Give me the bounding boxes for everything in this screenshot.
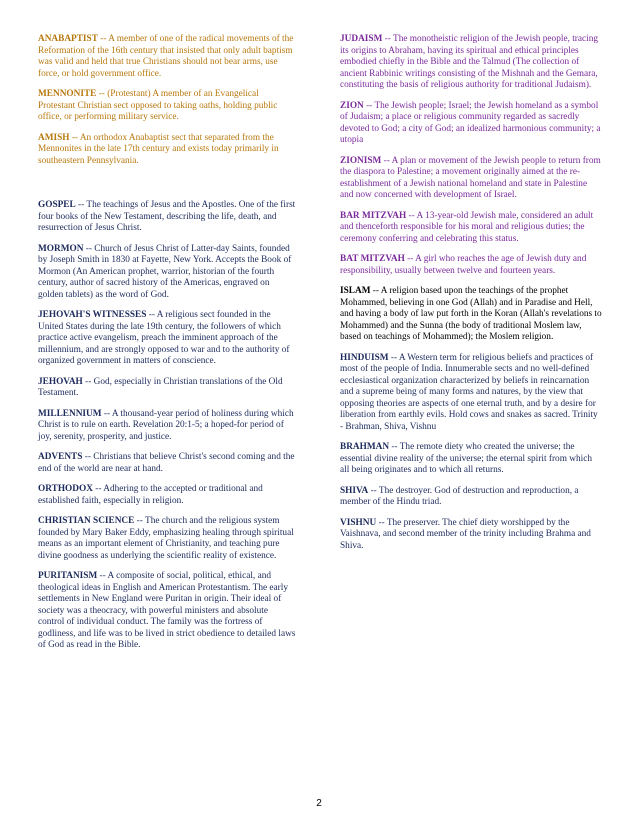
entry-mormon [38, 244, 296, 302]
entry-hinduism [340, 353, 602, 434]
entry-term: ADVENTS [38, 452, 83, 462]
entry-amish [38, 133, 296, 168]
entry-definition: -- (Protestant) A member of an Evangelical Protestant Christian sect opposed to taking oaths, holding public office, or performing military service. [38, 89, 278, 122]
entry-definition: -- A 13-year-old Jewish male, considered an adult and thenceforth responsible for his moral and religious duties; the ceremony conferring and celebrating this status. [340, 210, 594, 244]
entry-term: BAT MITZVAH [340, 254, 405, 264]
entry-definition: -- God, especially in Christian translations of the Old Testament. [38, 376, 283, 398]
entry-term: BRAHMAN [340, 442, 390, 452]
entry-term: JUDAISM [340, 34, 383, 44]
entry-term: HINDUISM [340, 352, 389, 363]
entry-term: CHRISTIAN SCIENCE [38, 516, 135, 526]
entry-definition: -- Adhering to the accepted or traditional and established faith, especially in religion. [38, 484, 263, 506]
entry-gospel [38, 200, 296, 235]
entry-term: VISHNU [340, 517, 377, 528]
entry-judaism [340, 34, 602, 92]
entry-anabaptist [38, 34, 296, 80]
entry-brahman [340, 442, 602, 477]
entry-term: BAR MITZVAH [340, 210, 407, 221]
entry-definition: -- A religion based upon the teachings of the prophet Mohammed, believing in one God (Allah) and in Paradise and Hell, and having a body of law put forth in the Koran (Allah's revelations to Mohammed) and the Sunna (the body of traditional Moslem law, based on teachings of Mohammed); the Moslem religion. [340, 286, 602, 342]
entry-definition: -- A religious sect founded in the United States during the late 19th century, the followers of which practice active evangelism, preach the imminent approach of the millennium, and are strongly opposed to war and to the authority of organized government in matters of conscience. [38, 310, 290, 366]
entry-definition: -- A thousand-year period of holiness during which Christ is to rule on earth. Revelation 20:1-5; a hoped-for period of joy, serenity, prosperity, and justice. [38, 408, 294, 442]
entry-zion [340, 101, 602, 147]
entry-term: ZION [340, 100, 364, 111]
entry-orthodox [38, 484, 296, 507]
entry-zionism [340, 156, 602, 202]
entry-definition: -- The monotheistic religion of the Jewish people, tracing its origins to Abraham, having its spiritual and ethical principles embodied chiefly in the Bible and the Talmud (The collection of ancient Rabbinic writings consisting of the Mishnah and the Gemara, constituting the basis of religious authority for traditional Judaism). [340, 34, 599, 90]
entry-term: MENNONITE [38, 89, 97, 99]
entry-term: ORTHODOX [38, 484, 93, 494]
entry-jehovahs-witnesses [38, 310, 296, 368]
entry-vishnu [340, 518, 602, 553]
entry-definition: -- A member of one of the radical movements of the Reformation of the 16th century that insisted that only adult baptism was valid and held that true Christians should not bear arms, use force, or hold government office. [38, 34, 294, 79]
entry-term: GOSPEL [38, 200, 76, 210]
entry-definition: -- A girl who reaches the age of Jewish duty and responsibility, usually between twelve and fourteen years. [340, 254, 587, 276]
entry-definition: -- A composite of social, political, ethical, and theological ideas in English and American Protestantism. The early settlements in New England were Puritan in origin. Their ideal of society was a theocracy, with powerful ministers and absolute control of individual conduct. The family was the fortress of godliness, and life was to be lived in strict obedience to detailed laws of God as read in the Bible. [38, 571, 296, 650]
entry-advents [38, 452, 296, 475]
entry-definition: -- The preserver. The chief diety worshipped by the Vaishnava, and second member of the trinity including Brahma and Shiva. [340, 517, 591, 551]
entry-definition: -- A plan or movement of the Jewish people to return from the diaspora to Palestine; a movement originally aimed at the re-establishment of a Jewish national homeland and state in Palestine and now concerned with development of Israel. [340, 155, 601, 200]
entry-definition: -- A Western term for religious beliefs and practices of most of the people of India. Innumerable sects and no well-defined ecclesiastical organization characterized by beliefs in reincarnation and a supreme being of many forms and natures, by the view that opposing theories are aspects of one eternal truth, and by a desire for liberation from earthly evils. Hold cows and snakes as sacred. Trinity - Brahman, Shiva, Vishnu [340, 352, 598, 432]
entry-jehovah [38, 377, 296, 400]
entry-bat-mitzvah [340, 254, 602, 277]
entry-bar-mitzvah [340, 211, 602, 246]
entry-term: JEHOVAH [38, 376, 83, 387]
entry-term: SHIVA [340, 485, 369, 496]
entry-term: MILLENNIUM [38, 408, 102, 419]
entry-definition: -- The destroyer. God of destruction and reproduction, a member of the Hindu triad. [340, 485, 579, 507]
entry-definition: -- The teachings of Jesus and the Apostles. One of the first four books of the New Testament, describing the life, death, and resurrection of Jesus Christ. [38, 200, 296, 233]
entry-definition: -- An orthodox Anabaptist sect that separated from the Mennonites in the late 17th century and exists today primarily in southeastern Pennsylvania. [38, 132, 279, 166]
entry-term: AMISH [38, 132, 70, 143]
entry-millennium [38, 409, 296, 444]
entry-mennonite [38, 89, 296, 124]
entry-definition: -- Christians that believe Christ's second coming and the end of the world are near at hand. [38, 452, 295, 474]
entry-term: MORMON [38, 243, 84, 254]
right-column [340, 34, 602, 561]
entry-definition: -- The remote diety who created the universe; the essential divine reality of the universe; the eternal spirit from which all being originates and to which all returns. [340, 442, 592, 475]
entry-term: PURITANISM [38, 571, 98, 581]
entry-definition: -- Church of Jesus Christ of Latter-day Saints, founded by Joseph Smith in 1830 at Fayette, New York. Accepts the Book of Mormon (An American prophet, warrior, historian of the fourth century, author of sacred history of the Americas, engraved on golden tablets) as the word of God. [38, 243, 292, 300]
entry-term: ANABAPTIST [38, 34, 98, 44]
entry-islam [340, 286, 602, 344]
entry-term: ZIONISM [340, 155, 382, 166]
entry-shiva [340, 486, 602, 509]
entry-term: JEHOVAH'S WITNESSES [38, 310, 147, 320]
page-number: 2 [316, 798, 322, 809]
entry-christian-science [38, 516, 296, 562]
entry-puritanism [38, 571, 296, 652]
entry-definition: -- The Jewish people; Israel; the Jewish homeland as a symbol of Judaism; a place or religious community regarded as sacredly devoted to God; a city of God; an idealized harmonious community; a utopia [340, 100, 601, 145]
entry-term: ISLAM [340, 286, 371, 296]
entry-definition: -- The church and the religious system founded by Mary Baker Eddy, emphasizing healing through spiritual means as an important element of Christianity, and teaching pure divine goodness as underlying the scientific reality of existence. [38, 516, 294, 561]
left-column [38, 34, 296, 661]
